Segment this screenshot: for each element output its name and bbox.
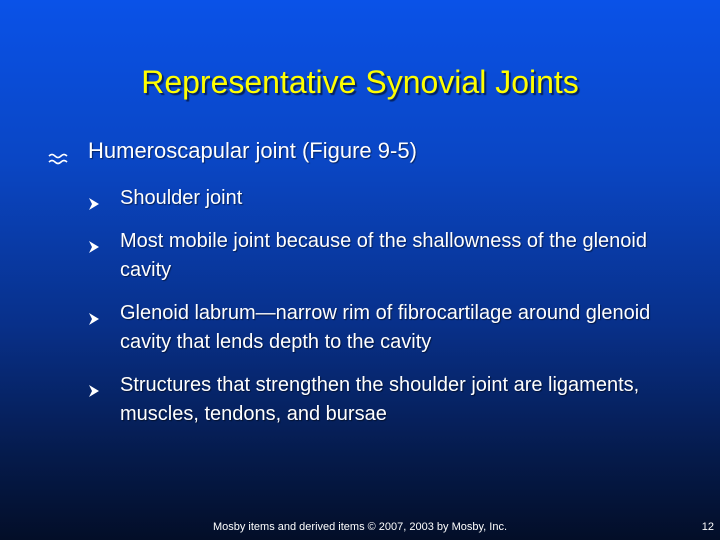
arrowhead-bullet-icon [88,234,100,248]
page-number: 12 [701,521,714,533]
wavy-bullet-icon [48,144,68,158]
arrowhead-bullet-icon [88,306,100,320]
main-bullet-text: Humeroscapular joint (Figure 9-5) [88,138,417,163]
sub-bullet-text: Shoulder joint [120,187,243,209]
sub-bullet-text: Most mobile joint because of the shallowness of the glenoid cavity [120,230,647,281]
footer-copyright: Mosby items and derived items © 2007, 2003 by Mosby, Inc. [212,521,508,533]
arrowhead-bullet-icon [88,378,100,392]
arrowhead-bullet-icon [88,191,100,205]
sub-bullet-text: Glenoid labrum—narrow rim of fibrocartilage around glenoid cavity that lends depth to the cavity [120,302,651,353]
sub-bullet-text: Structures that strengthen the shoulder joint are ligaments, muscles, tendons, and bursae [120,374,640,425]
slide-title: Representative Synovial Joints [141,64,579,100]
